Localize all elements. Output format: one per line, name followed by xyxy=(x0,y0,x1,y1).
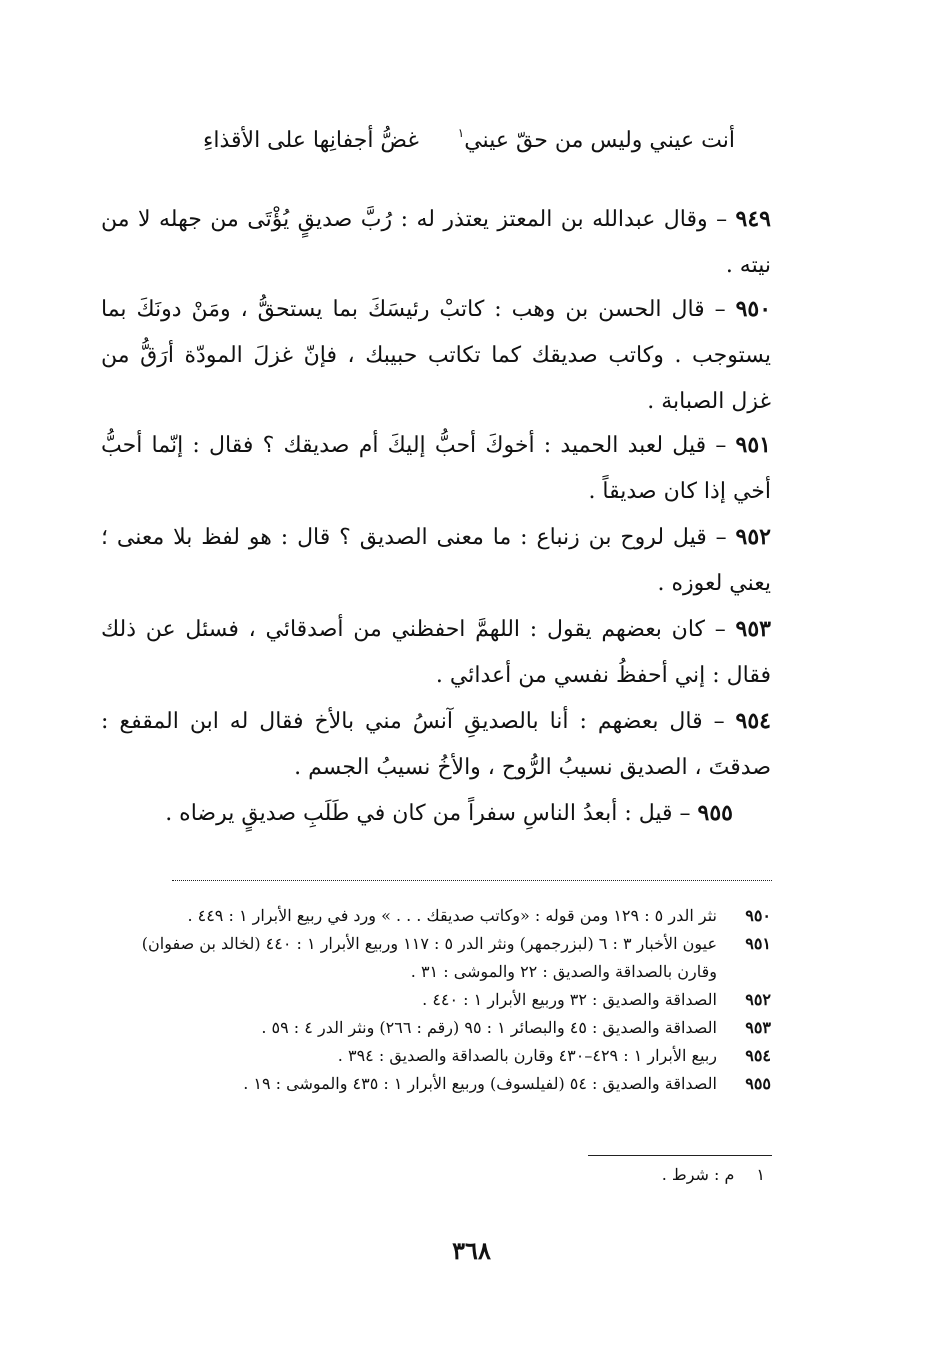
verse-first-text: أنت عيني وليس من حقّ عيني xyxy=(464,128,735,153)
entry-number: ٩٥٥ xyxy=(697,800,733,826)
note-number: ٩٥١ xyxy=(745,934,771,953)
entry-number: ٩٥٠ xyxy=(735,296,772,322)
entry-952 xyxy=(101,514,771,607)
entry-955 xyxy=(113,790,733,837)
entry-number: ٩٥٣ xyxy=(735,616,771,642)
source-note xyxy=(101,1070,771,1098)
poem-verse xyxy=(135,128,735,168)
note-number: ٩٥٢ xyxy=(745,990,771,1009)
entry-text: – قيل : أبعدُ الناسِ سفراً من كان في طَلَبِ صديقٍ يرضاه . xyxy=(165,801,691,826)
note-text: الصداقة والصديق : ٣٢ وربيع الأبرار ١ : ٤٤٠ . xyxy=(422,990,717,1009)
entry-954 xyxy=(101,698,771,791)
entry-number: ٩٤٩ xyxy=(735,206,771,232)
entry-text: – قال بعضهم : أنا بالصديقِ آنسُ مني بالأخ فقال له ابن المقفع : صدقتَ ، الصديق نسيبُ الرُّوح ، والأخُ نسيبُ الجسم . xyxy=(101,709,771,780)
note-text: ربيع الأبرار ١ : ٤٢٩–٤٣٠ وقارن بالصداقة والصديق : ٣٩٤ . xyxy=(337,1046,717,1065)
entry-text: – قيل لعبد الحميد : أخوكَ أحبُّ إليكَ أم صديقك ؟ فقال : إنّما أحبُّ أخي إذا كان صديقاً . xyxy=(101,433,771,504)
source-note xyxy=(101,902,771,930)
note-text: الصداقة والصديق : ٥٤ (لفيلسوف) وربيع الأبرار ١ : ٤٣٥ والموشى : ١٩ . xyxy=(243,1074,717,1093)
footnote-marker: ١ xyxy=(457,126,465,140)
notes-divider xyxy=(172,880,772,881)
entry-951 xyxy=(101,422,771,515)
note-number: ٩٥٣ xyxy=(745,1018,771,1037)
note-number: ٩٥٥ xyxy=(745,1074,771,1093)
note-text: نثر الدر ٥ : ١٢٩ ومن قوله : «وكاتب صديقك . . . » ورد في ربيع الأبرار ١ : ٤٤٩ . xyxy=(187,906,717,925)
entry-950 xyxy=(101,286,771,425)
footnote-divider xyxy=(588,1155,772,1156)
entry-953 xyxy=(101,606,771,699)
source-note xyxy=(101,1042,771,1070)
source-note xyxy=(101,986,771,1014)
entry-text: – كان بعضهم يقول : اللهمَّ احفظني من أصدقائي ، فسئل عن ذلك فقال : إني أحفظُ نفسي من أعدائي . xyxy=(101,617,771,688)
entry-text: – قال الحسن بن وهب : كاتبْ رئيسَكَ بما يستحقُّ ، ومَنْ دونَكَ بما يستوجب . وكاتب صديقك كما تكاتب حبيبك ، فإنّ غزلَ المودّة أرَقُّ من غزل الصبابة . xyxy=(101,297,771,414)
footnote xyxy=(662,1165,765,1184)
verse-second-hemistich: غضُّ أجفانِها على الأقذاءِ xyxy=(203,128,419,153)
note-text: عيون الأخبار ٣ : ٦ (لبزرجمهر) ونثر الدر ٥ : ١١٧ وربيع الأبرار ١ : ٤٤٠ (لخالد بن صفوان) وقارن بالصداقة والصديق : ٢٢ والموشى : ٣١ . xyxy=(141,934,717,981)
entry-949 xyxy=(101,196,771,289)
entry-number: ٩٥٤ xyxy=(735,708,771,734)
note-number: ٩٥٤ xyxy=(745,1046,771,1065)
entry-number: ٩٥٢ xyxy=(735,524,771,550)
source-note xyxy=(101,1014,771,1042)
note-text: الصداقة والصديق : ٤٥ والبصائر ١ : ٩٥ (رقم : ٢٦٦) ونثر الدر ٤ : ٥٩ . xyxy=(261,1018,717,1037)
note-number: ٩٥٠ xyxy=(745,906,771,925)
footnote-text: م : شرط . xyxy=(661,1165,735,1184)
verse-first-hemistich xyxy=(458,128,735,153)
source-notes xyxy=(101,902,771,1098)
entry-text: – قيل لروح بن زنباع : ما معنى الصديق ؟ قال : هو لفظ بلا معنى ؛ يعني لعوزه . xyxy=(101,525,771,596)
source-note xyxy=(101,930,771,986)
footnote-number: ١ xyxy=(756,1165,765,1184)
entry-text: – وقال عبدالله بن المعتز يعتذر له : رُبَّ صديقٍ يُؤْتَى من جهله لا من نيته . xyxy=(101,207,771,278)
page-number: ٣٦٨ xyxy=(452,1236,491,1265)
entry-number: ٩٥١ xyxy=(735,432,771,458)
